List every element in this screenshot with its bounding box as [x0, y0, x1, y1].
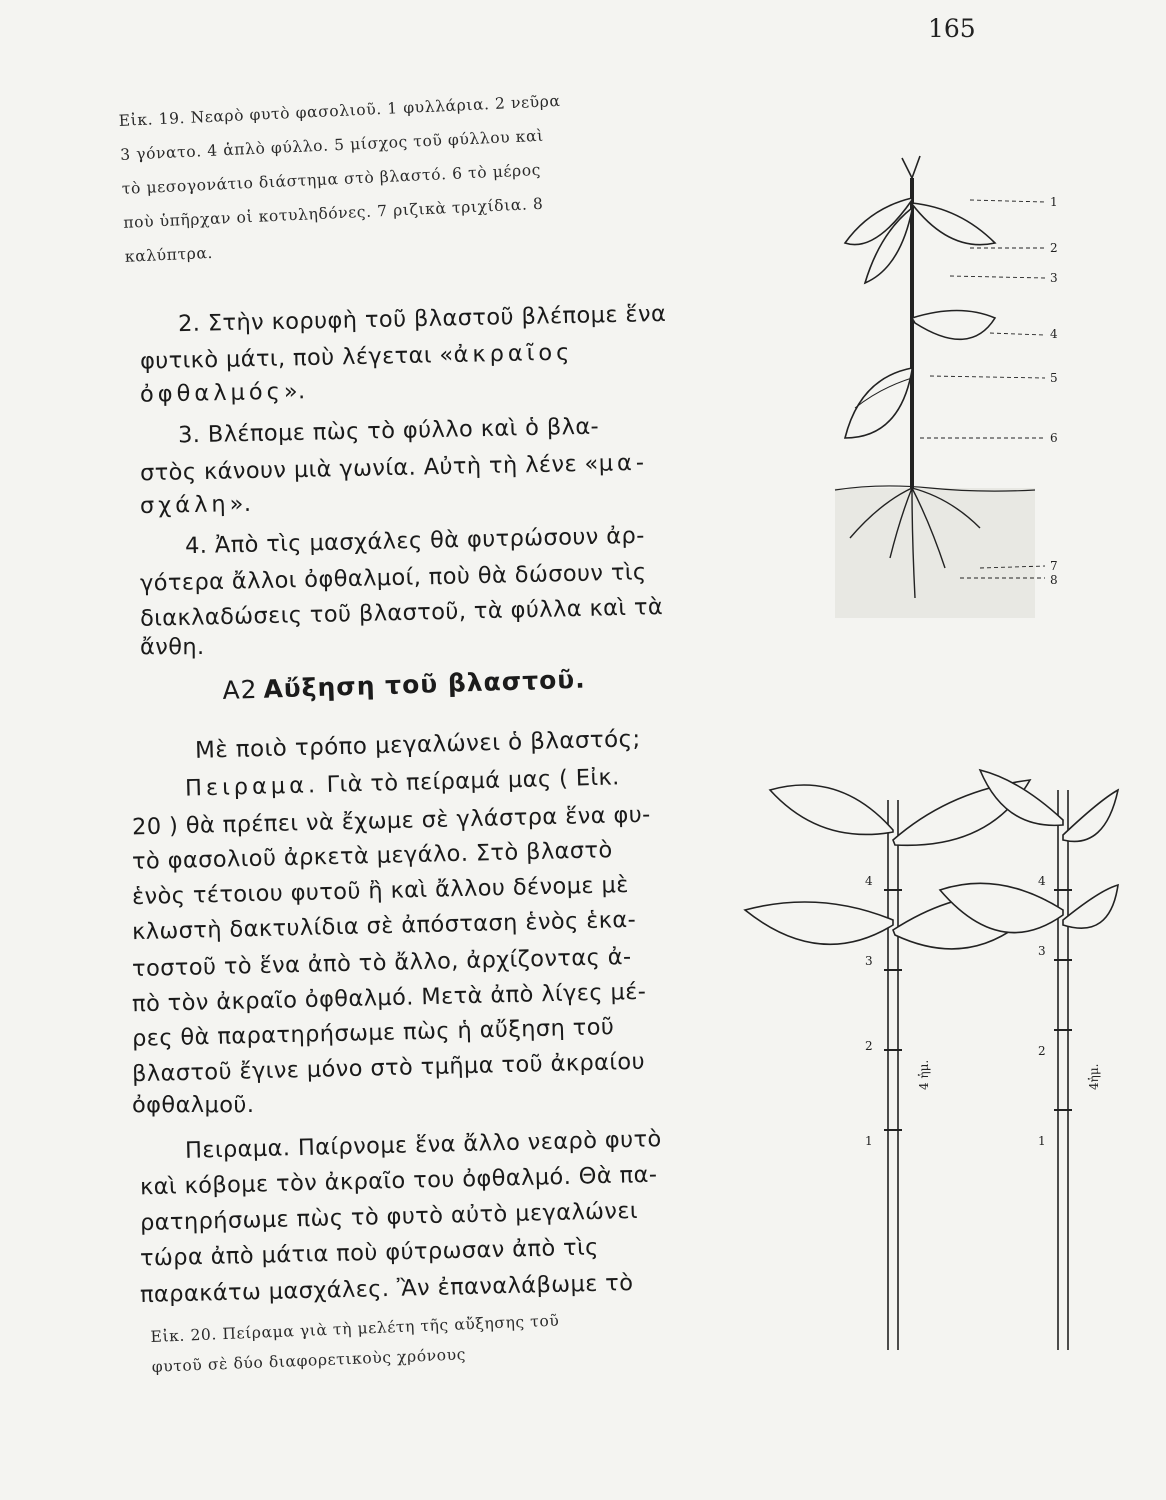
right-label-4: 4 — [1038, 874, 1046, 888]
left-date-label: 4 ἡμ. — [917, 1059, 931, 1090]
experiment-1-line: βλαστοῦ ἔγινε μόνο στὸ τμῆμα τοῦ ἀκραίου — [131, 1048, 646, 1088]
section-question: Μὲ ποιὸ τρόπο μεγαλώνει ὁ βλαστός; — [194, 726, 641, 764]
paragraph-4-line: γότερα ἄλλοι ὀφθαλμοί, ποὺ θὰ δώσουν τὶς — [139, 559, 647, 597]
caption-line: Εἰκ. 20. Πείραμα γιὰ τὴ μελέτη τῆς αὔξησης τοῦ — [150, 1311, 560, 1346]
left-label-4: 4 — [865, 874, 873, 888]
paragraph-4-line: διακλαδώσεις τοῦ βλαστοῦ, τὰ φύλλα καὶ τὰ — [139, 594, 664, 632]
label-4: 4 — [1050, 327, 1058, 341]
right-stem — [1058, 790, 1068, 1350]
label-5: 5 — [1050, 371, 1058, 385]
experiment-1-label: Πειραμα. — [184, 772, 320, 802]
label-3: 3 — [1050, 271, 1058, 285]
figure-19-caption — [118, 77, 715, 274]
paragraph-3-line: 3. Βλέπομε πὼς τὸ φύλλο καὶ ὁ βλα- — [177, 413, 600, 449]
experiment-1-line: πὸ τὸν ἀκραῖο ὀφθαλμό. Μετὰ ἀπὸ λίγες μέ- — [131, 978, 647, 1018]
simple-leaf — [845, 368, 912, 438]
experiment-1-line: τὸ φασολιοῦ ἀρκετὰ μεγάλο. Στὸ βλαστὸ — [131, 837, 613, 875]
paragraph-3-line: στὸς κάνουν μιὰ γωνία. Αὐτὴ τὴ λένε «μα- — [139, 449, 649, 487]
experiment-1-line: κλωστὴ δακτυλίδια σὲ ἀπόσταση ἑνὸς ἑκα- — [131, 906, 637, 946]
term-maschali: μα- — [598, 449, 649, 477]
term-akraios: ἀκραῖος — [453, 339, 574, 368]
right-label-3: 3 — [1038, 944, 1046, 958]
experiment-2-label: Πειραμα. — [184, 1135, 291, 1164]
page-number: 165 — [928, 14, 976, 43]
figure-20-growth-experiment — [740, 760, 1120, 1360]
paragraph-2-line: 2. Στὴν κορυφὴ τοῦ βλαστοῦ βλέπομε ἕνα — [177, 300, 667, 338]
left-label-2: 2 — [865, 1039, 873, 1053]
leaf — [745, 902, 893, 944]
term-maschali-end: σχάλη — [139, 491, 230, 520]
leaf — [770, 785, 893, 834]
experiment-2-line: παρακάτω μασχάλες. Ἂν ἐπαναλάβωμε τὸ — [139, 1269, 634, 1309]
section-number: Α2 — [222, 674, 258, 705]
section-heading — [222, 665, 586, 705]
experiment-2-line: καὶ κόβομε τὸν ἀκραῖο του ὀφθαλμό. Θὰ πα- — [139, 1161, 658, 1201]
experiment-2-line: ρατηρήσωμε πὼς τὸ φυτὸ αὐτὸ μεγαλώνει — [139, 1197, 639, 1237]
left-label-3: 3 — [865, 954, 873, 968]
experiment-1-line: 20 ) θὰ πρέπει νὰ ἔχωμε σὲ γλάστρα ἕνα φυ- — [131, 801, 651, 841]
figure-20-caption — [150, 1299, 732, 1382]
caption-line: Εἰκ. 19. Νεαρὸ φυτὸ φασολιοῦ. 1 φυλλάρια. 2 νεῦρα — [118, 91, 561, 130]
experiment-1-line: ἑνὸς τέτοιου φυτοῦ ἢ καὶ ἄλλου δένομε μὲ — [131, 871, 630, 911]
experiment-1-line: Πειραμα. Γιὰ τὸ πείραμά μας ( Εἰκ. — [184, 764, 620, 802]
simple-leaf — [912, 311, 995, 340]
caption-line: φυτοῦ σὲ δύο διαφορετικοὺς χρόνους — [151, 1345, 467, 1376]
label-1: 1 — [1050, 195, 1058, 209]
section-title: Αὔξηση τοῦ βλαστοῦ. — [262, 664, 587, 704]
soil — [835, 488, 1035, 618]
caption-line: 3 γόνατο. 4 ἁπλὸ φύλλο. 5 μίσχος τοῦ φύλλου καὶ — [119, 126, 545, 164]
caption-line: τὸ μεσογονάτιο διάστημα στὸ βλαστό. 6 τὸ μέρος — [121, 160, 542, 198]
paragraph-4-line: 4. Ἀπὸ τὶς μασχάλες θὰ φυτρώσουν ἀρ- — [184, 522, 645, 560]
right-label-1: 1 — [1038, 1134, 1046, 1148]
paragraph-4-line: ἄνθη. — [140, 634, 205, 660]
experiment-2-line: τώρα ἀπὸ μάτια ποὺ φύτρωσαν ἀπὸ τὶς — [139, 1234, 599, 1272]
right-date-label: 4ἡμ. — [1087, 1063, 1101, 1090]
paragraph-2-line: ὀφθαλμός». — [139, 378, 306, 408]
label-7: 7 — [1050, 559, 1058, 573]
experiment-1-line: τοστοῦ τὸ ἕνα ἀπὸ τὸ ἄλλο, ἀρχίζοντας ἀ- — [131, 943, 632, 983]
label-6: 6 — [1050, 431, 1058, 445]
term-ofthalmos: ὀφθαλμός — [139, 378, 285, 408]
leaflet — [912, 203, 995, 245]
paragraph-2-line: φυτικὸ μάτι, ποὺ λέγεται «ἀκραῖος — [139, 339, 574, 375]
figure-19-bean-plant — [820, 138, 1080, 638]
experiment-2-line: Πειραμα. Παίρνομε ἕνα ἄλλο νεαρὸ φυτὸ — [184, 1126, 662, 1164]
experiment-1-line: ρες θὰ παρατηρήσωμε πὼς ἡ αὔξηση τοῦ — [131, 1014, 615, 1052]
left-label-1: 1 — [865, 1134, 873, 1148]
label-8: 8 — [1050, 573, 1058, 587]
experiment-1-line: ὀφθαλμοῦ. — [132, 1092, 255, 1118]
caption-line: ποὺ ὑπῆρχαν οἱ κοτυληδόνες. 7 ριζικὰ τριχίδια. 8 — [122, 194, 544, 232]
caption-line: καλύπτρα. — [124, 243, 214, 266]
right-label-2: 2 — [1038, 1044, 1046, 1058]
paragraph-3-line: σχάλη». — [139, 490, 252, 520]
leaf — [1063, 885, 1118, 928]
leaf — [1063, 790, 1118, 841]
left-stem — [888, 800, 898, 1350]
label-2: 2 — [1050, 241, 1058, 255]
